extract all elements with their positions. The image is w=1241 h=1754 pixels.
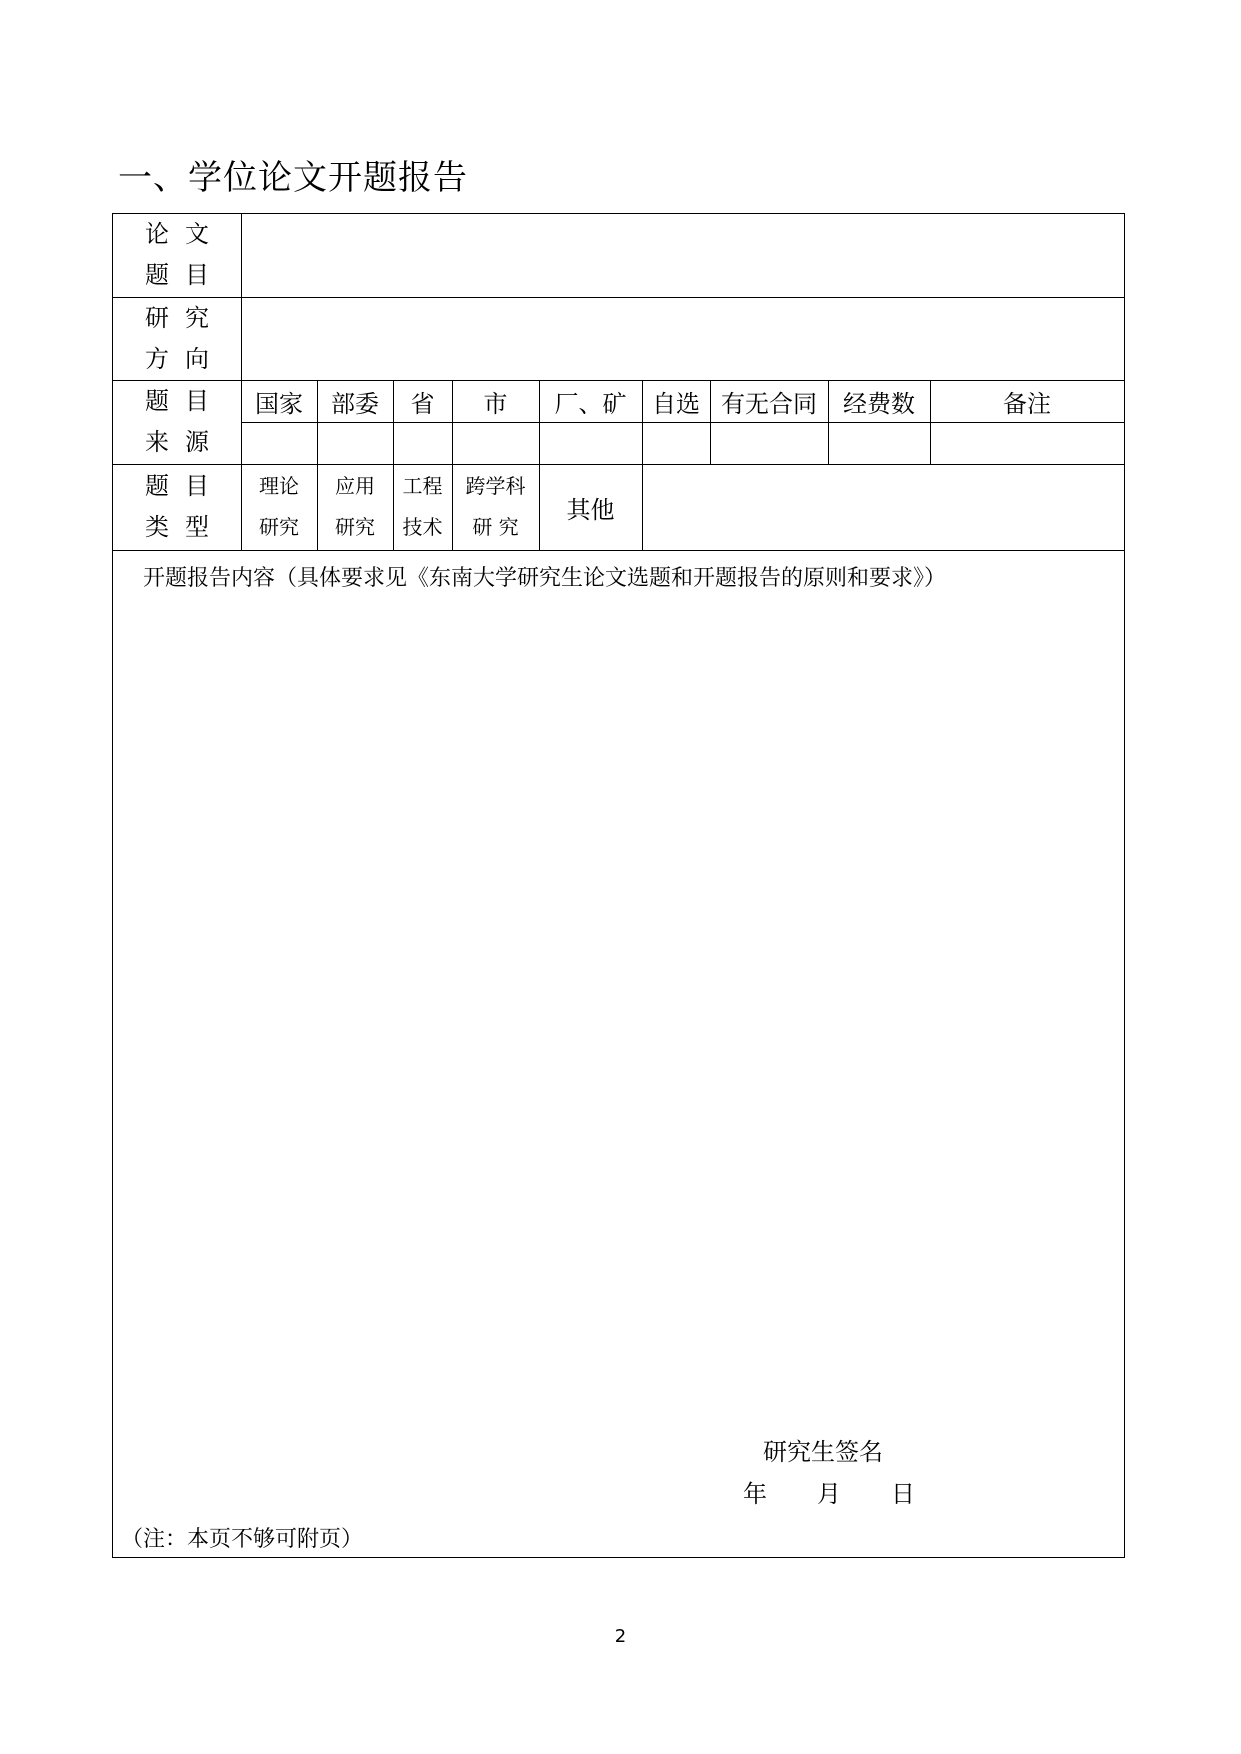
source-cell-factory-mine[interactable]	[540, 423, 642, 464]
source-cell-contract[interactable]	[711, 423, 828, 464]
source-header-ministry: 部委	[331, 390, 379, 418]
source-cell-ministry[interactable]	[318, 423, 393, 464]
topic-type-engineering[interactable]: 工程 技术	[402, 474, 443, 539]
page-note: （注：本页不够可附页）	[121, 1527, 364, 1552]
source-header-remarks: 备注	[1003, 390, 1051, 418]
source-header-factory-mine: 厂、矿	[554, 390, 627, 418]
topic-type-other[interactable]: 其他	[566, 496, 615, 524]
source-cell-self-selected[interactable]	[643, 423, 710, 464]
source-cell-province[interactable]	[394, 423, 452, 464]
research-direction-field[interactable]	[242, 298, 1124, 380]
date-month-label: 月	[817, 1480, 841, 1508]
topic-type-other-field[interactable]	[643, 465, 1124, 550]
row-divider	[113, 550, 1124, 551]
source-header-contract: 有无合同	[721, 390, 817, 418]
research-direction-label: 研究 方向	[145, 304, 225, 373]
source-header-self-selected: 自选	[652, 390, 700, 418]
topic-type-theoretical[interactable]: 理论 研究	[259, 474, 299, 539]
source-header-funding: 经费数	[843, 390, 915, 418]
topic-type-label: 题目 类型	[145, 472, 225, 541]
source-cell-funding[interactable]	[829, 423, 930, 464]
date-year-label: 年	[743, 1480, 767, 1508]
topic-type-applied[interactable]: 应用 研究	[335, 474, 375, 539]
signature-date	[743, 1474, 915, 1509]
section-title: 一、学位论文开题报告	[118, 158, 468, 198]
report-content-area[interactable]	[114, 594, 1123, 1424]
topic-type-interdisciplinary[interactable]: 跨学科 研 究	[465, 474, 526, 539]
signature-label: 研究生签名	[763, 1438, 883, 1466]
source-header-province: 省	[410, 390, 435, 418]
source-cell-national[interactable]	[242, 423, 317, 464]
proposal-form-table	[112, 213, 1125, 1558]
source-cell-city[interactable]	[453, 423, 539, 464]
date-day-label: 日	[891, 1480, 915, 1508]
thesis-title-field[interactable]	[242, 214, 1124, 297]
topic-source-label: 题目 来源	[145, 387, 225, 456]
source-cell-remarks[interactable]	[931, 423, 1124, 464]
source-header-city: 市	[483, 390, 508, 418]
page-number: 2	[614, 1626, 627, 1647]
thesis-title-label: 论文 题目	[145, 220, 225, 289]
source-header-national: 国家	[255, 390, 303, 418]
report-content-label: 开题报告内容（具体要求见《东南大学研究生论文选题和开题报告的原则和要求》）	[143, 566, 947, 591]
